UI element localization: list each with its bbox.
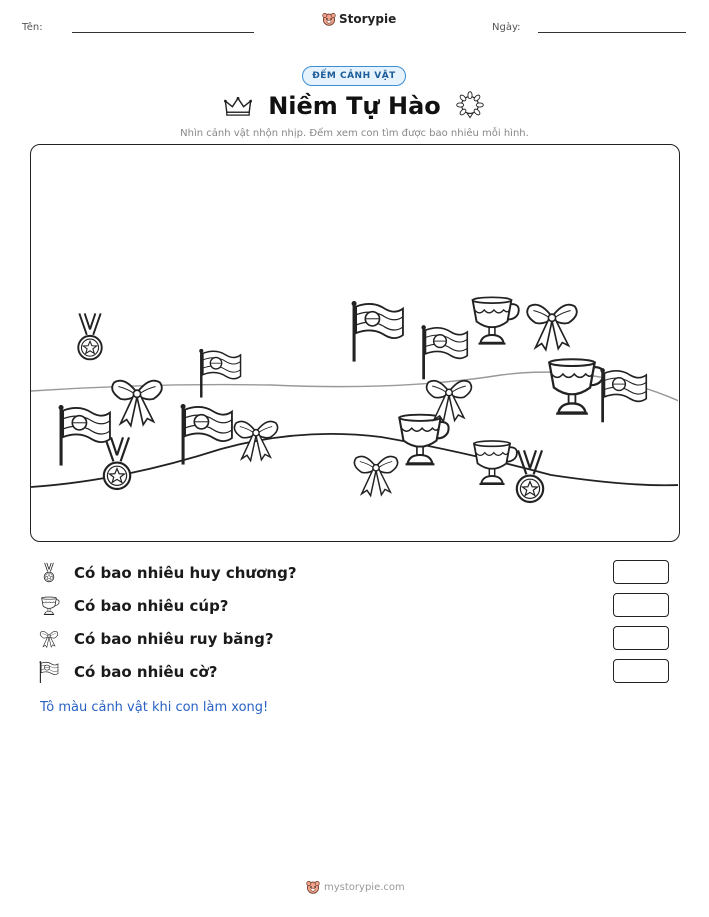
wreath-icon <box>456 91 484 119</box>
flag-icon <box>600 368 646 422</box>
brand-logo <box>322 12 396 26</box>
flag-icon <box>352 301 403 362</box>
medal-icon <box>517 450 543 502</box>
name-label: Tên: <box>22 22 43 33</box>
question-text: Có bao nhiêu cờ? <box>74 663 218 681</box>
trophy-icon <box>474 441 517 484</box>
ribbon-icon <box>112 381 162 426</box>
question-text: Có bao nhiêu huy chương? <box>74 564 297 582</box>
answer-box-ribbons[interactable] <box>613 626 669 650</box>
date-label: Ngày: <box>492 22 521 33</box>
mascot-icon <box>306 880 320 894</box>
trophy-icon <box>473 297 519 343</box>
question-row-medals <box>38 560 670 588</box>
flag-icon <box>199 349 240 398</box>
instructions: Nhìn cảnh vật nhộn nhịp. Đếm xem con tìm được bao nhiêu mỗi hình. <box>180 128 529 139</box>
page-title: Niềm Tự Hào <box>268 92 441 120</box>
category-badge: ĐẾM CẢNH VẬT <box>302 66 406 86</box>
ribbon-icon <box>38 628 60 650</box>
footer-url[interactable]: mystorypie.com <box>324 881 405 893</box>
medal-icon <box>104 437 130 489</box>
name-line[interactable] <box>72 32 254 33</box>
trophy-icon <box>549 359 603 413</box>
answer-box-flags[interactable] <box>613 659 669 683</box>
answer-box-medals[interactable] <box>613 560 669 584</box>
mascot-icon <box>322 12 336 26</box>
scene-illustration <box>31 145 678 540</box>
trophy-icon <box>399 415 448 465</box>
answer-box-trophies[interactable] <box>613 593 669 617</box>
question-text: Có bao nhiêu cúp? <box>74 597 229 615</box>
flag-icon <box>421 325 467 379</box>
flag-icon <box>38 661 60 683</box>
scene-panel <box>30 144 680 542</box>
medal-icon <box>38 562 60 584</box>
brand-name: Storypie <box>339 12 397 26</box>
question-row-ribbons <box>38 626 670 654</box>
flag-icon <box>181 404 232 465</box>
ribbon-icon <box>527 305 577 350</box>
medal-icon <box>78 313 101 359</box>
footer-brand <box>306 880 405 894</box>
question-row-trophies <box>38 593 670 621</box>
coloring-note: Tô màu cảnh vật khi con làm xong! <box>40 700 269 715</box>
ribbon-icon <box>354 456 397 495</box>
question-text: Có bao nhiêu ruy băng? <box>74 630 274 648</box>
question-row-flags <box>38 659 670 687</box>
flag-icon <box>59 405 110 466</box>
trophy-icon <box>38 595 60 617</box>
date-line[interactable] <box>538 32 686 33</box>
